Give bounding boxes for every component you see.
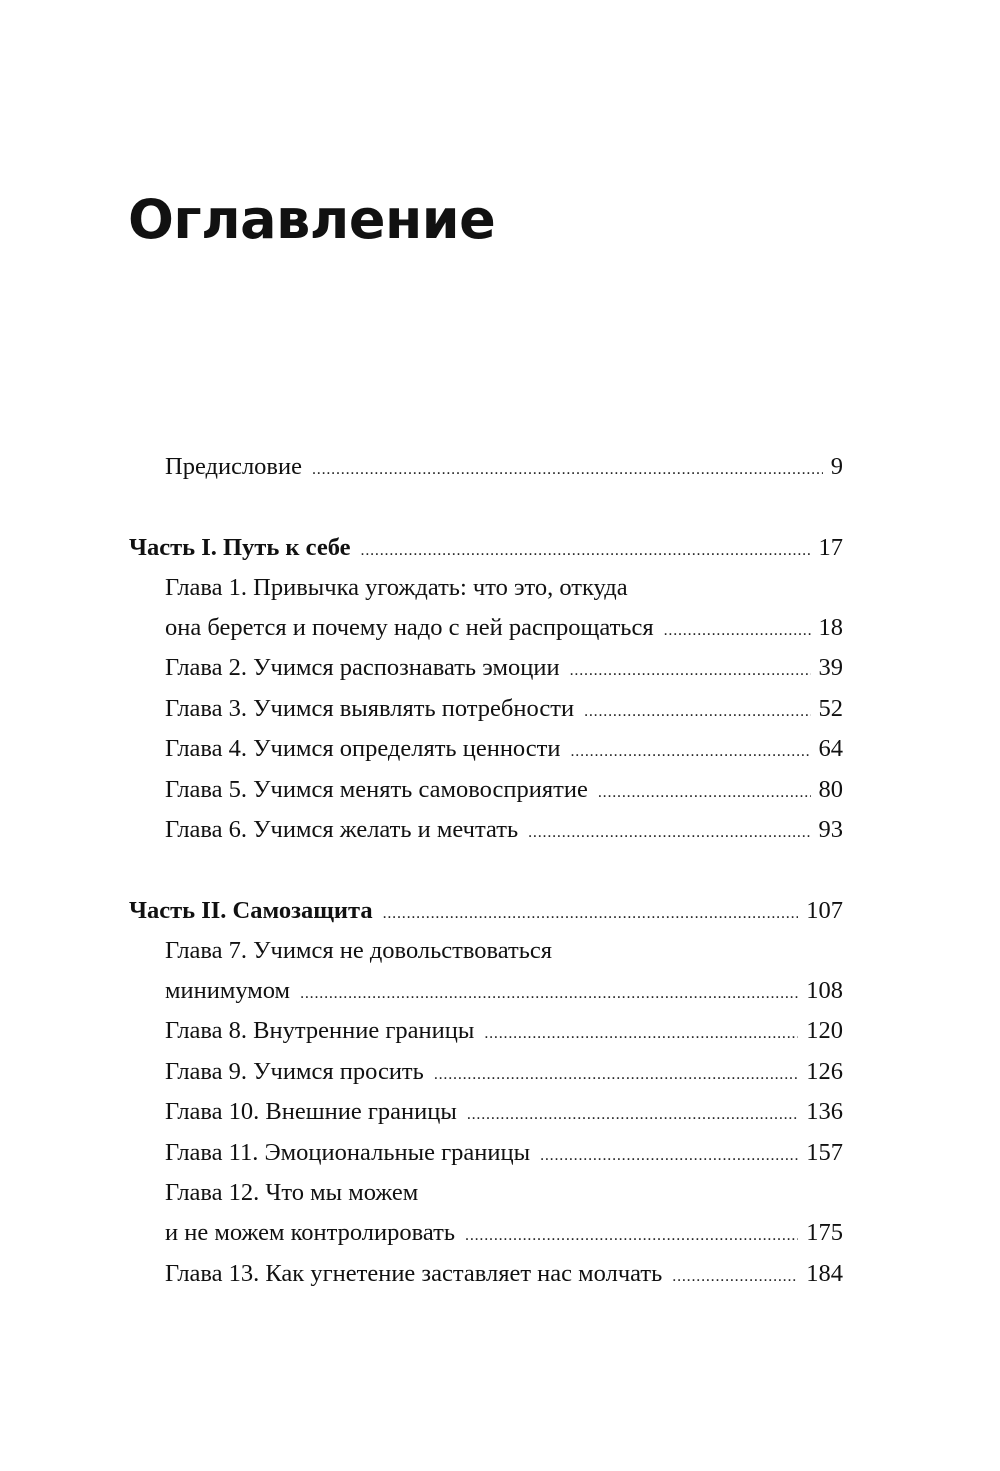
toc-entry-label-line1: Глава 7. Учимся не довольствоваться: [165, 937, 553, 964]
dot-leader: [383, 894, 799, 934]
dot-leader: [598, 773, 811, 813]
toc-entry-preface[interactable]: [0, 447, 1000, 487]
dot-leader: [300, 974, 798, 1014]
dot-leader: [570, 651, 811, 691]
dot-leader: [312, 450, 823, 490]
toc-page-number: 136: [806, 1098, 843, 1125]
dot-leader: [672, 1257, 798, 1297]
toc-entry-label: и не можем контролировать: [165, 1219, 456, 1246]
toc-part-label: Часть II. Самозащита: [129, 897, 373, 924]
toc-entry-chapter-8[interactable]: [0, 1011, 1000, 1051]
dot-leader: [664, 611, 811, 651]
toc-entry-label: Глава 2. Учимся распознавать эмоции: [165, 654, 560, 681]
toc-entry-chapter-13[interactable]: [0, 1254, 1000, 1294]
toc-page-number: 108: [806, 977, 843, 1004]
dot-leader: [465, 1216, 798, 1256]
toc-entry-label-line1: Глава 12. Что мы можем: [165, 1179, 419, 1206]
toc-page-number: 126: [806, 1058, 843, 1085]
toc-entry-chapter-1[interactable]: [0, 608, 1000, 648]
toc-page-number: 18: [818, 614, 843, 641]
toc-page-number: 17: [818, 534, 843, 561]
toc-entry-label: Глава 5. Учимся менять самовосприятие: [165, 776, 588, 803]
toc-page-number: 93: [818, 816, 843, 843]
toc-page-number: 64: [818, 735, 843, 762]
toc-page-number: 9: [830, 453, 843, 480]
dot-leader: [584, 692, 810, 732]
toc-page-number: 80: [818, 776, 843, 803]
toc-entry-chapter-12[interactable]: [0, 1213, 1000, 1253]
toc-entry-chapter-5[interactable]: [0, 770, 1000, 810]
toc-entry-chapter-3[interactable]: [0, 689, 1000, 729]
dot-leader: [528, 813, 810, 853]
toc-page-number: 39: [818, 654, 843, 681]
toc-entry-chapter-2[interactable]: [0, 648, 1000, 688]
toc-page-number: 120: [806, 1017, 843, 1044]
dot-leader: [540, 1136, 798, 1176]
toc-entry-part-1[interactable]: [0, 528, 1000, 568]
toc-entry-label: Глава 4. Учимся определять ценности: [165, 735, 561, 762]
toc-page-number: 175: [806, 1219, 843, 1246]
toc-entry-label: Глава 9. Учимся просить: [165, 1058, 424, 1085]
dot-leader: [484, 1014, 798, 1054]
toc-entry-label: Предисловие: [165, 453, 302, 480]
dot-leader: [467, 1095, 798, 1135]
toc-page-number: 157: [806, 1139, 843, 1166]
dot-leader: [570, 732, 810, 772]
toc-entry-chapter-7[interactable]: [0, 971, 1000, 1011]
toc-page-number: 52: [818, 695, 843, 722]
toc-page-number: 184: [806, 1260, 843, 1287]
toc-entry-chapter-9[interactable]: [0, 1052, 1000, 1092]
toc-entry-label: Глава 8. Внутренние границы: [165, 1017, 475, 1044]
toc-entry-label-line1: Глава 1. Привычка угождать: что это, откуда: [165, 574, 628, 601]
page-title: Оглавление: [128, 188, 496, 251]
toc-entry-part-2[interactable]: [0, 891, 1000, 931]
toc-page-number: 107: [806, 897, 843, 924]
toc-entry-chapter-10[interactable]: [0, 1092, 1000, 1132]
dot-leader: [361, 531, 811, 571]
toc-entry-label: Глава 6. Учимся желать и мечтать: [165, 816, 519, 843]
toc-entry-label: Глава 11. Эмоциональные границы: [165, 1139, 531, 1166]
toc-entry-label: она берется и почему надо с ней распрощаться: [165, 614, 654, 641]
toc-entry-chapter-6[interactable]: [0, 810, 1000, 850]
toc-entry-chapter-11[interactable]: [0, 1133, 1000, 1173]
toc-entry-label: Глава 10. Внешние границы: [165, 1098, 457, 1125]
toc-entry-label: Глава 13. Как угнетение заставляет нас молчать: [165, 1260, 663, 1287]
toc-entry-chapter-4[interactable]: [0, 729, 1000, 769]
toc-entry-label: Глава 3. Учимся выявлять потребности: [165, 695, 575, 722]
toc-entry-label: минимумом: [165, 977, 291, 1004]
toc-part-label: Часть I. Путь к себе: [129, 534, 351, 561]
dot-leader: [434, 1055, 798, 1095]
